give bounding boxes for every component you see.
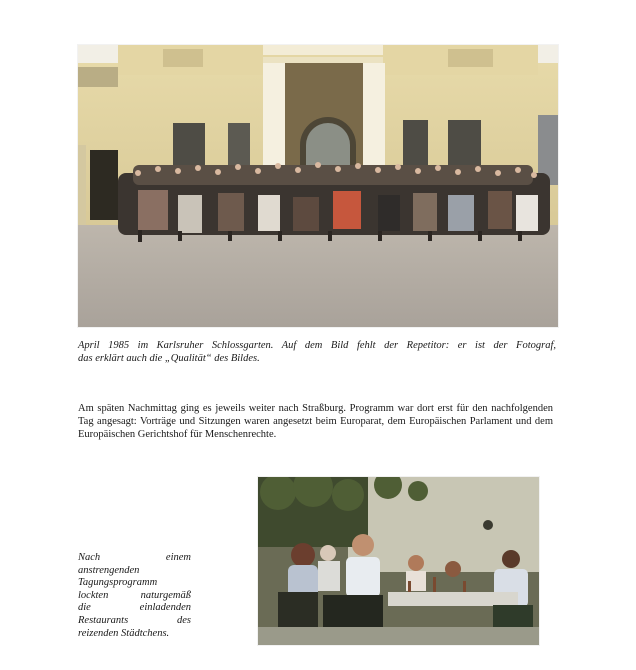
side-caption-line: die einladenden <box>78 602 191 614</box>
restaurant-photo <box>258 477 539 645</box>
side-caption-line: lockten naturgemäß <box>78 589 191 601</box>
group-photo-image <box>78 45 558 327</box>
side-caption-line: anstrengenden <box>78 564 140 576</box>
side-caption-line: Nach einem <box>78 552 191 563</box>
body-paragraph: Am späten Nachmittag ging es jeweils weiter nach Straßburg. Programm war dort erst für den nachfolgenden Tag angesagt: Vorträge und Sitzungen waren angesetzt beim Europarat, dem Europäischen Parlament und dem Europäischen Gerichtshof für Menschenrechte. <box>78 403 553 440</box>
caption-line-1: April 1985 im Karlsruher Schlossgarten. Auf dem Bild fehlt der Repetitor: er ist der Fotograf, <box>78 340 556 351</box>
side-caption-line: reizenden Städtchens. <box>78 627 170 639</box>
side-caption-line: Restaurants des <box>78 614 191 626</box>
restaurant-photo-image <box>258 477 539 645</box>
caption-line-2: das erklärt auch die „Qualität“ des Bildes. <box>78 353 260 364</box>
restaurant-photo-caption <box>78 552 191 640</box>
group-photo-caption <box>78 339 556 365</box>
group-photo <box>78 45 558 327</box>
side-caption-line: Tagungsprogramm <box>78 577 158 589</box>
